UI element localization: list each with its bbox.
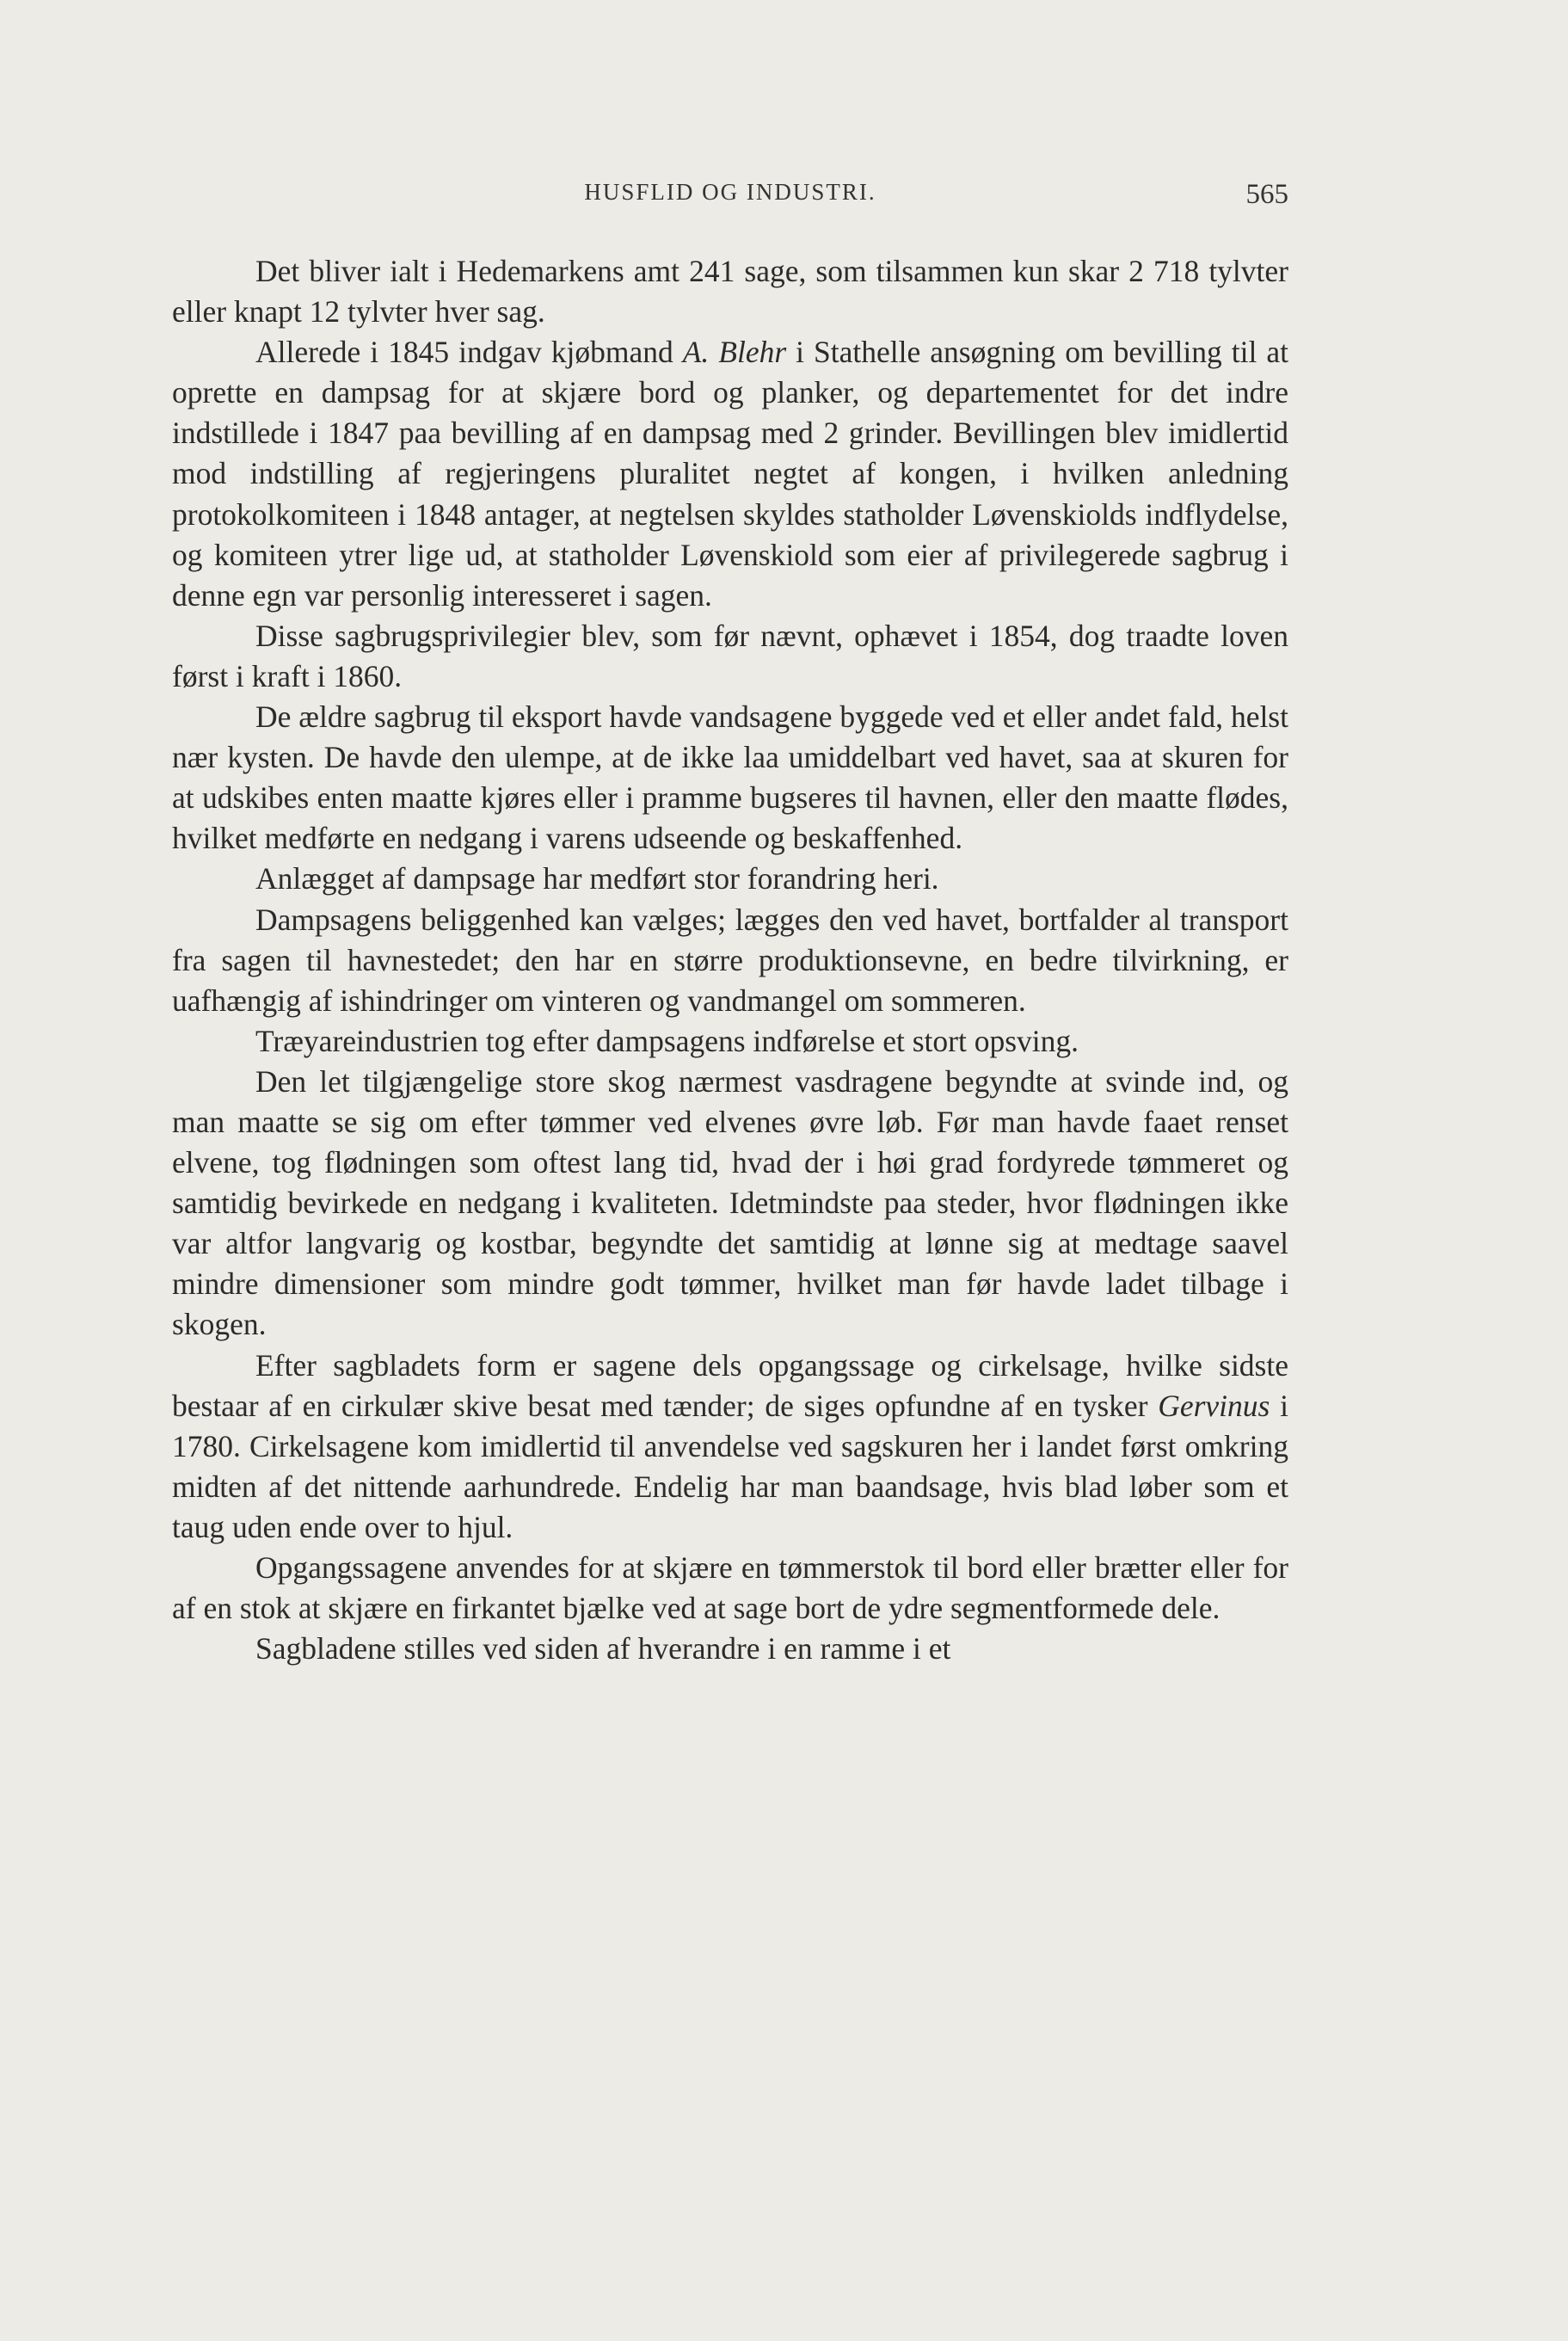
person-name: Gervinus (1158, 1388, 1270, 1423)
person-name: A. Blehr (682, 335, 787, 370)
paragraph-9: Efter sagbladets form er sagene dels opgangssage og cirkelsage, hvilke sidste bestaar af en cirkulær skive besat med tænder; de siges opfundne af en tysker Gervinus i 1780. Cirkelsagene kom imidlertid til anvendelse ved sagskuren her i landet først omkring midten af det nittende aarhundrede. Endelig har man baandsage, hvis blad løber som et taug uden ende over to hjul. (172, 1347, 1288, 1544)
paragraph-2: Allerede i 1845 indgav kjøbmand A. Blehr i Stathelle ansøgning om bevilling til at oprette en dampsag for at skjære bord og planker, og departementet for det indre indstillede i 1847 paa bevilling af en dampsag med 2 grinder. Bevillingen blev imidlertid mod indstilling af regjeringens pluralitet negtet af kongen, i hvilken anledning protokolkomiteen i 1848 antager, at negtelsen skyldes statholder Løvenskiolds indflydelse, og komiteen ytrer lige ud, at statholder Løvenskiold som eier af privilegerede sagbrug i denne egn var personlig interesseret i sagen. (172, 335, 1289, 613)
paragraph-11: Sagbladene stilles ved siden af hverandre i en ramme i et (255, 1631, 951, 1666)
paragraph-4: De ældre sagbrug til eksport havde vandsagene byggede ved et eller andet fald, helst nær kysten. De havde den ulempe, at de ikke laa umiddelbart ved havet, saa at skuren for at udskibes enten maatte kjøres eller i pramme bugseres til havnen, eller den maatte flødes, hvilket medførte en nedgang i varens udseende og beskaffenhed. (172, 699, 1288, 856)
paragraph-6: Dampsagens beliggenhed kan vælges; lægges den ved havet, bortfalder al transport fra sagen til havnestedet; den har en større produktionsevne, en bedre tilvirkning, er uafhængig af ishindringer om vinteren og vandmangel om sommeren. (172, 902, 1288, 1018)
body-text (172, 251, 1288, 1669)
paragraph-3: Disse sagbrugsprivilegier blev, som før nævnt, ophævet i 1854, dog traadte loven først i kraft i 1860. (172, 618, 1288, 693)
running-title: HUSFLID OG INDUSTRI. (584, 179, 876, 205)
paragraph-10: Opgangssagene anvendes for at skjære en tømmerstok til bord eller brætter eller for af en stok at skjære en firkantet bjælke ved at sage bort de ydre segmentformede dele. (172, 1550, 1288, 1626)
paragraph-8: Den let tilgjængelige store skog nærmest vasdragene begyndte at svinde ind, og man maatte se sig om efter tømmer ved elvenes øvre løb. Før man havde faaet renset elvene, tog flødningen som oftest lang tid, hvad der i høi grad fordyrede tømmeret og samtidig bevirkede en nedgang i kvaliteten. Idetmindste paa steder, hvor flødningen ikke var altfor langvarig og kostbar, begyndte det samtidig at lønne sig at medtage saavel mindre dimensioner som mindre godt tømmer, hvilket man før havde ladet tilbage i skogen. (172, 1063, 1288, 1342)
running-head (172, 179, 1288, 213)
page-number: 565 (1245, 179, 1288, 210)
paragraph-5: Anlægget af dampsage har medført stor forandring heri. (255, 861, 939, 896)
paragraph-1: Det bliver ialt i Hedemarkens amt 241 sage, som tilsammen kun skar 2 718 tylvter eller knapt 12 tylvter hver sag. (172, 254, 1288, 330)
paragraph-7: Træyareindustrien tog efter dampsagens indførelse et stort opsving. (255, 1023, 1079, 1058)
